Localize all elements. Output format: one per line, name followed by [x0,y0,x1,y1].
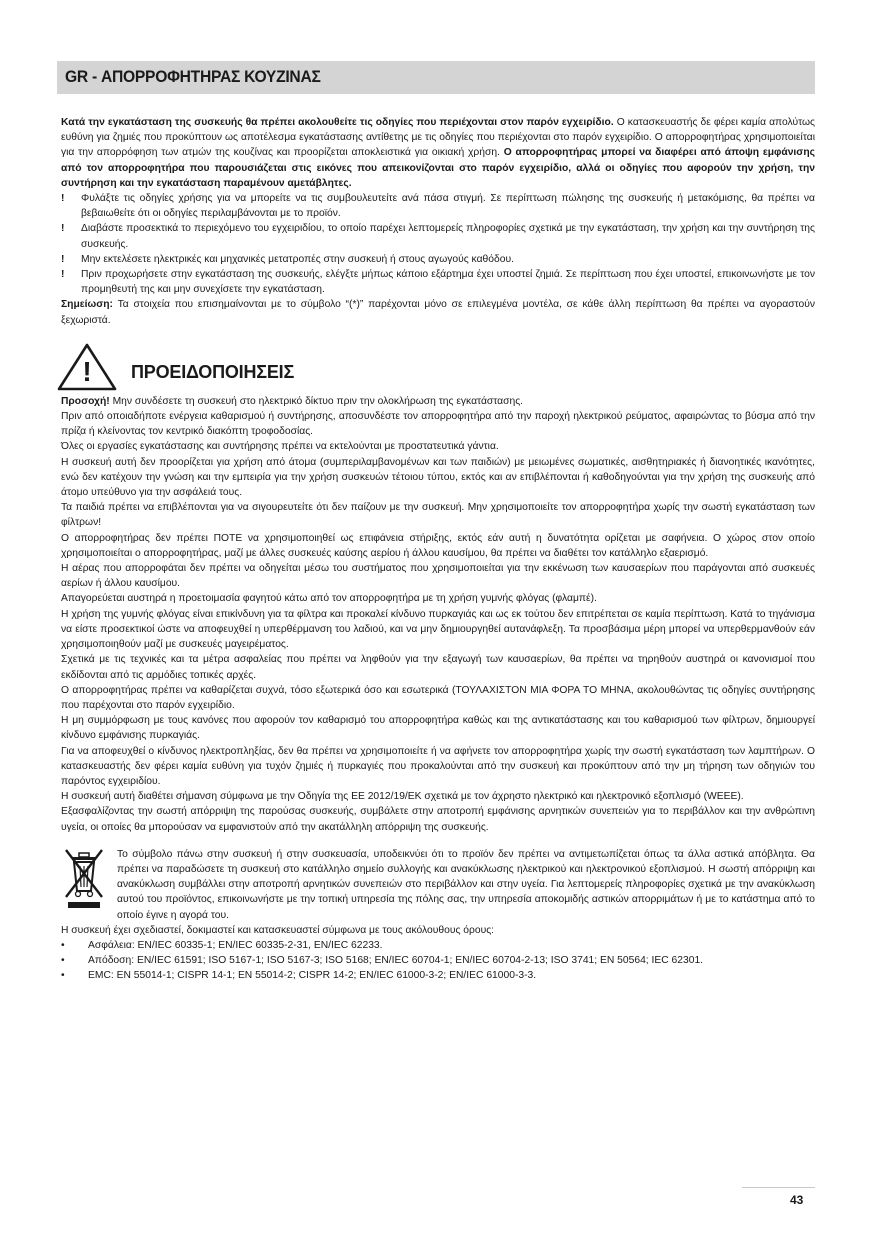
warning-paragraph: Ο απορροφητήρας δεν πρέπει ΠΟΤΕ να χρησιμοποιηθεί ως επιφάνεια στήριξης, εκτός εάν αυτή η δυνατότητα ορίζεται με σαφήνεια. Ο χώρος στον οποίο χρησιμοποιείται ο απορροφητήρας, μαζί με άλλες συσκευές καύσης αερίου ή άλλου καυσίμου, θα πρέπει να διαθέτει τον κατάλληλο εξαερισμό. [61,532,815,559]
instruction-list [61,191,815,297]
bullet-dot: • [61,955,65,967]
footer-divider [742,1187,815,1188]
warning-paragraph: Εξασφαλίζοντας την σωστή απόρριψη της παρούσας συσκευής, συμβάλετε στην αποτροπή εμφάνισης αρνητικών συνεπειών για το περιβάλλον και την ανθρώπινη υγεία, οι οποίες θα μπορούσαν να εμφανιστούν από την ακατάλληλη απόρριψη της συσκευής. [61,806,815,833]
bullet-dot: • [61,939,65,951]
page-content [61,115,815,984]
note-paragraph [61,297,815,327]
attention-paragraph [61,394,815,409]
warning-paragraph: Πριν από οποιαδήποτε ενέργεια καθαρισμού ή συντήρησης, αποσυνδέστε τον απορροφητήρα από την παροχή ηλεκτρικού ρεύματος, αφαιρώντας το βύσμα από την πρίζα ή κλείνοντας τον κεντρικό διακόπτη τροφοδοσίας. [61,411,815,438]
warning-paragraph: Η αέρας που απορροφάται δεν πρέπει να οδηγείται μέσω του συστήματος που χρησιμοποιείται για την εκκένωση των καυσαερίων που παράγονται από συσκευές αερίων ή άλλου καυσίμου. [61,563,815,590]
warning-paragraph: Όλες οι εργασίες εγκατάστασης και συντήρησης πρέπει να εκτελούνται με προστατευτικά γάντια. [61,441,499,453]
list-item: ! Διαβάστε προσεκτικά το περιεχόμενο του εγχειριδίου, το οποίο παρέχει λεπτομερείς πληροφορίες σχετικά με την εγκατάσταση, την χρήση και την συντήρηση της συσκευής. [61,223,815,250]
warnings-title: ΠΡΟΕΙΔΟΠΟΙΗΣΕΙΣ [131,361,295,382]
section-header-bar [57,61,815,94]
attention-label: Προσοχή! [61,395,110,407]
bullet-dot: • [61,970,65,982]
exclamation-mark: ! [61,193,65,205]
weee-section [61,847,815,923]
intro-paragraph [61,115,815,191]
warning-paragraph: Απαγορεύεται αυστηρά η προετοιμασία φαγητού κάτω από τον απορροφητήρα με τη χρήση γυμνής φλόγας (φλαμπέ). [61,593,597,605]
standards-intro: Η συσκευή έχει σχεδιαστεί, δοκιμαστεί και κατασκευαστεί σύμφωνα με τους ακόλουθους όρους: [61,924,495,936]
note-label: Σημείωση: [61,299,113,311]
standards-list [61,938,815,984]
note-text: Τα στοιχεία που επισημαίνονται με το σύμβολο “(*)” παρέχονται μόνο σε επιλεγμένα μοντέλα, σε κάθε άλλη περίπτωση θα πρέπει να αγοραστούν ξεχωριστά. [61,299,815,326]
warning-paragraph: Ο απορροφητήρας πρέπει να καθαρίζεται συχνά, τόσο εξωτερικά όσο και εσωτερικά (ΤΟΥΛΑΧΙΣΤΟΝ ΜΙΑ ΦΟΡΑ ΤΟ ΜΗΝΑ, ακολουθώντας τις οδηγίες συντήρησης που παρέχονται στο παρόν εγχειρίδιο. [61,684,815,711]
crossed-bin-icon [61,847,107,909]
list-item: ! Φυλάξτε τις οδηγίες χρήσης για να μπορείτε να τις συμβουλευτείτε ανά πάσα στιγμή. Σε περίπτωση πώλησης της συσκευής ή μετακόμισης, θα πρέπει να βεβαιωθείτε ότι οι οδηγίες περιλαμβάνονται με το προϊόν. [61,193,815,220]
list-item: ! Πριν προχωρήσετε στην εγκατάσταση της συσκευής, ελέγξτε μήπως κάποιο εξάρτημα έχει υποστεί ζημιά. Σε περίπτωση που έχει υποστεί, επικοινωνήστε με τον προμηθευτή της και μην συνεχίσετε την εγκατάσταση. [61,269,815,296]
exclamation-mark: ! [61,223,65,235]
weee-text: Το σύμβολο πάνω στην συσκευή ή στην συσκευασία, υποδεικνύει ότι το προϊόν δεν πρέπει να αντιμετωπίζεται όπως τα άλλα αστικά απόβλητα. Θα πρέπει να παραδώσετε τη συσκευή στο κατάλληλο σημείο συλλογής και ανακύκλωσης ηλεκτρικού και ηλεκτρονικού εξοπλισμού. Η σωστή απόρριψη και ανακύκλωση συμβάλλει στην αποτροπή αρνητικών συνεπειών στο περιβάλλον και στην υγεία. Για λεπτομερείς πληροφορίες σχετικά με την ανακύκλωση αυτού του προϊόντος, επικοινωνήστε με την τοπική υπηρεσία της πόλης σας, την υπηρεσία αποκομιδής αστικών απορριμάτων ή με το κατάστημα από το οποίο έγινε η αγορά του. [117,848,815,921]
list-item: • Απόδοση: EN/IEC 61591; ISO 5167-1; ISO 5167-3; ISO 5168; EN/IEC 60704-1; EN/IEC 60704-2-13; ISO 3741; EN 50564; IEC 62301. [61,953,815,968]
warning-triangle-icon [56,342,118,392]
warning-paragraph: Τα παιδιά πρέπει να επιβλέπονται για να σιγουρευτείτε ότι δεν παίζουν με την συσκευή. Μην χρησιμοποιείτε τον απορροφητήρα χωρίς την σωστή εγκατάσταση των φίλτρων! [61,502,815,529]
page-number: 43 [790,1193,804,1207]
warning-paragraph: Η μη συμμόρφωση με τους κανόνες που αφορούν τον καθαρισμό του απορροφητήρα καθώς και της αντικατάστασης και του καθαρισμού των φίλτρων, δημιουργεί κίνδυνο εμφάνισης πυρκαγιάς. [61,715,815,742]
intro-bold-1: Κατά την εγκατάσταση της συσκευής θα πρέπει ακολουθείτε τις οδηγίες που περιέχονται στον παρόν εγχειρίδιο. [61,117,614,128]
list-item: • EMC: EN 55014-1; CISPR 14-1; EN 55014-2; CISPR 14-2; EN/IEC 61000-3-2; EN/IEC 61000-3-3. [61,968,815,983]
intro-text-1: Ο κατασκευαστής δε φέρει καμία απολύτως ευθύνη για ζημιές που προκύπτουν ως αποτέλεσμα εγκατάστασης αντίθετης με τις οδηγίες που περιέχονται στο παρόν εγχειρίδιο. Ο απορροφητήρας χρησιμοποιείται για την απορρόφηση των ατμών της κουζίνας και προορίζεται αποκλειστικά για οικιακή χρήση. [61,117,815,159]
section-title: GR - ΑΠΟΡΡΟΦΗΤΗΡΑΣ ΚΟΥΖΙΝΑΣ [65,67,321,86]
warning-paragraph: Η συσκευή αυτή διαθέτει σήμανση σύμφωνα με την Οδηγία της ΕΕ 2012/19/ΕΚ σχετικά με τον άχρηστο ηλεκτρικό και ηλεκτρονικό εξοπλισμό (WEEE). [61,791,744,803]
list-item: ! Μην εκτελέσετε ηλεκτρικές και μηχανικές μετατροπές στην συσκευή ή στους αγωγούς καθόδου. [61,252,815,267]
exclamation-mark: ! [61,253,65,265]
warning-paragraph: Σχετικά με τις τεχνικές και τα μέτρα ασφαλείας που πρέπει να ληφθούν για την εξαγωγή των καυσαερίων, θα πρέπει να τηρηθούν αυστηρά οι κανονισμοί που εκδίδονται από τις αρμόδιες τοπικές αρχές. [61,654,815,681]
attention-text: Μην συνδέσετε τη συσκευή στο ηλεκτρικό δίκτυο πριν την ολοκλήρωση της εγκατάστασης. [109,395,524,407]
warning-paragraph: Η συσκευή αυτή δεν προορίζεται για χρήση από άτομα (συμπεριλαμβανομένων και των παιδιών) με μειωμένες σωματικές, αισθητηριακές ή διανοητικές ικανότητες, ενώ δεν κατέχουν την γνώση και την εμπειρία για την χρήση συσκευών τέτοιου τύπου, εκτός και αν επιβλέπονται ή καθοδηγούνται για την χρήση της συσκευής από άτομο υπεύθυνο για την ασφάλειά τους. [61,456,815,499]
warnings-heading [61,342,815,394]
exclamation-mark: ! [61,269,65,281]
list-item: • Ασφάλεια: EN/IEC 60335-1; EN/IEC 60335-2-31, EN/IEC 62233. [61,938,815,953]
svg-text:!: ! [82,355,92,387]
warning-paragraph: Για να αποφευχθεί ο κίνδυνος ηλεκτροπληξίας, δεν θα πρέπει να χρησιμοποιείτε ή να αφήνετε τον απορροφητήρα χωρίς την σωστή εγκατάσταση των λαμπτήρων. Ο κατασκευαστής δεν φέρει καμία ευθύνη για τυχόν ζημιές ή πυρκαγιές που προκαλούνται από την συσκευή και προκύπτουν από την μη τήρηση των οδηγιών του παρόντος εγχειριδίου. [61,745,815,787]
warning-paragraph: Η χρήση της γυμνής φλόγας είναι επικίνδυνη για τα φίλτρα και προκαλεί κίνδυνο πυρκαγιάς και ως εκ τούτου δεν επιτρέπεται σε καμία περίπτωση. Κατά το τηγάνισμα να είστε προσεκτικοί ώστε να αποφευχθεί η υπερθέρμανση του λαδιού, και να μην δημιουργηθεί αυτανάφλεξη. Τα προσβάσιμα μέρη μπορεί να υπερθερμανθούν εάν χρησιμοποιηθούν μαζί με συσκευές μαγειρέματος. [61,608,815,651]
intro-bold-2: Ο απορροφητήρας μπορεί να διαφέρει από άποψη εμφάνισης από τον απορροφητήρα που παρουσιάζεται στις εικόνες που απεικονίζονται στο παρόν εγχειρίδιο, αλλά οι οδηγίες που αφορούν την χρήση, την συντήρηση και την εγκατάσταση παραμένουν αμετάβλητες. [61,147,815,189]
